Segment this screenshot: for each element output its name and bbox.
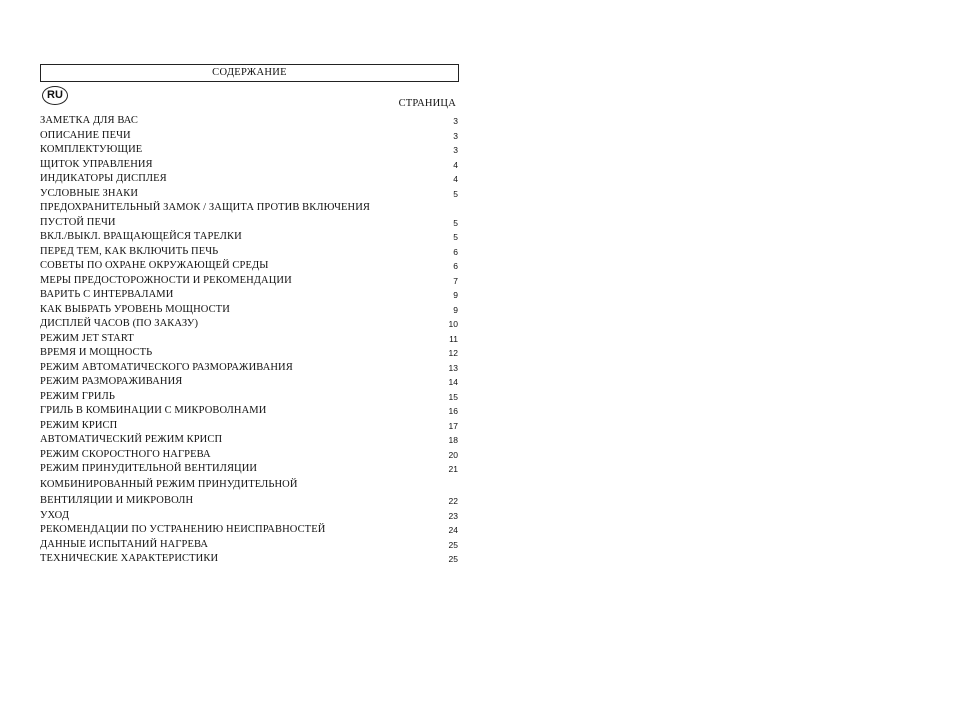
toc-entry [40,288,459,303]
toc-entry-page-number: 11 [449,333,458,344]
toc-entry-page-number: 21 [448,464,458,474]
toc-entry [40,390,459,405]
toc-entry-title: ВКЛ./ВЫКЛ. ВРАЩАЮЩЕЙСЯ ТАРЕЛКИ [40,231,242,242]
toc-entry [40,332,459,347]
toc-title: СОДЕРЖАНИЕ [40,64,459,82]
toc-entry-title: УСЛОВНЫЕ ЗНАКИ [40,187,139,199]
toc-entry [40,230,459,245]
toc-entry [40,404,459,419]
toc-entry [40,538,459,553]
toc-entry-page-number: 25 [448,554,458,564]
toc-entry [40,477,459,509]
toc-header-row [40,86,459,114]
toc-entry-page-number: 13 [448,362,458,373]
toc-entry-page-number: 9 [453,290,458,300]
toc-entry-title: РЕЖИМ СКОРОСТНОГО НАГРЕВА [40,448,211,460]
toc-entry-page-number: 5 [453,188,458,199]
toc-entry-page-number: 10 [448,319,458,329]
toc-entry-page-number: 3 [453,116,458,126]
toc-entry-page-number: 23 [448,510,458,521]
toc-entry-title: РЕЖИМ ПРИНУДИТЕЛЬНОЙ ВЕНТИЛЯЦИИ [40,463,258,474]
toc-entry [40,346,459,361]
toc-entry [40,259,459,274]
toc-entry [40,274,459,289]
toc-entry-page-number: 3 [453,130,458,141]
toc-entry-title: ПЕРЕД ТЕМ, КАК ВКЛЮЧИТЬ ПЕЧЬ [40,245,219,257]
toc-entry-title: ВРЕМЯ И МОЩНОСТЬ [40,347,153,358]
toc-entry [40,317,459,332]
toc-entry-title: КАК ВЫБРАТЬ УРОВЕНЬ МОЩНОСТИ [40,303,230,315]
toc-entry-title: ПРЕДОХРАНИТЕЛЬНЫЙ ЗАМОК / ЗАЩИТА ПРОТИВ ВКЛЮЧЕНИЯ ПУСТОЙ ПЕЧИ [40,202,371,228]
toc-entry-title: РЕЖИМ КРИСП [40,419,118,431]
toc-entry [40,448,459,463]
toc-entry [40,245,459,260]
toc-entry-page-number: 25 [448,539,458,550]
toc-entry-title: РЕЖИМ РАЗМОРАЖИВАНИЯ [40,376,183,387]
toc-entry-title: РЕКОМЕНДАЦИИ ПО УСТРАНЕНИЮ НЕИСПРАВНОСТЕЙ [40,524,326,535]
toc-entry [40,114,459,129]
toc-entry-page-number: 5 [453,217,458,228]
toc-entry-title: АВТОМАТИЧЕСКИЙ РЕЖИМ КРИСП [40,434,223,445]
toc-entry [40,462,459,477]
toc-entry-page-number: 5 [453,232,458,242]
toc-entry [40,129,459,144]
toc-entry [40,201,459,230]
toc-entry [40,158,459,173]
toc-entry-page-number: 4 [453,174,458,184]
toc-entry-page-number: 14 [448,377,458,387]
toc-entry-page-number: 12 [448,348,458,358]
toc-entry-title: ИНДИКАТОРЫ ДИСПЛЕЯ [40,173,167,184]
toc-entry-page-number: 7 [453,275,458,286]
toc-entry-page-number: 17 [448,420,458,431]
toc-entry-title: ГРИЛЬ В КОМБИНАЦИИ С МИКРОВОЛНАМИ [40,405,267,416]
toc-entry-page-number: 9 [453,304,458,315]
toc-entry [40,509,459,524]
table-of-contents [40,64,459,567]
toc-entry [40,361,459,376]
toc-entry-page-number: 6 [453,246,458,257]
toc-entry-title: ДИСПЛЕЙ ЧАСОВ (ПО ЗАКАЗУ) [40,318,199,329]
toc-entry-title: КОМБИНИРОВАННЫЙ РЕЖИМ ПРИНУДИТЕЛЬНОЙ ВЕНТИЛЯЦИИ И МИКРОВОЛН [40,478,298,506]
toc-entry [40,303,459,318]
page-column-header: СТРАНИЦА [398,98,456,109]
toc-entry-title: ОПИСАНИЕ ПЕЧИ [40,129,131,141]
toc-entry-title: ЩИТОК УПРАВЛЕНИЯ [40,158,153,170]
toc-entry [40,375,459,390]
toc-entry-page-number: 16 [448,406,458,416]
toc-entry-page-number: 15 [448,391,458,402]
toc-entry [40,552,459,567]
toc-entry-page-number: 20 [448,449,458,460]
toc-entry-page-number: 24 [448,525,458,535]
toc-entry-title: РЕЖИМ JET START [40,332,134,344]
toc-entry [40,172,459,187]
toc-entry-page-number: 6 [453,261,458,271]
toc-entry-title: ТЕХНИЧЕСКИЕ ХАРАКТЕРИСТИКИ [40,553,219,564]
toc-entry-title: УХОД [40,509,70,521]
language-badge: RU [42,86,68,105]
toc-entry-page-number: 3 [453,145,458,155]
toc-entry-title: СОВЕТЫ ПО ОХРАНЕ ОКРУЖАЮЩЕЙ СРЕДЫ [40,260,269,271]
toc-entry-title: КОМПЛЕКТУЮЩИЕ [40,144,143,155]
toc-entry-title: ВАРИТЬ С ИНТЕРВАЛАМИ [40,289,174,300]
toc-entry [40,143,459,158]
toc-entry-page-number: 4 [453,159,458,170]
toc-entry-page-number: 18 [448,435,458,445]
toc-entry [40,523,459,538]
toc-entry [40,433,459,448]
toc-entry-title: ДАННЫЕ ИСПЫТАНИЙ НАГРЕВА [40,538,209,550]
toc-entry-title: РЕЖИМ АВТОМАТИЧЕСКОГО РАЗМОРАЖИВАНИЯ [40,361,293,373]
toc-entry-title: ЗАМЕТКА ДЛЯ ВАС [40,115,139,126]
toc-entry-title: МЕРЫ ПРЕДОСТОРОЖНОСТИ И РЕКОМЕНДАЦИИ [40,274,292,286]
toc-entry [40,419,459,434]
toc-entry-list [40,114,459,567]
toc-entry [40,187,459,202]
toc-entry-title: РЕЖИМ ГРИЛЬ [40,390,115,402]
toc-entry-page-number: 22 [448,496,458,506]
